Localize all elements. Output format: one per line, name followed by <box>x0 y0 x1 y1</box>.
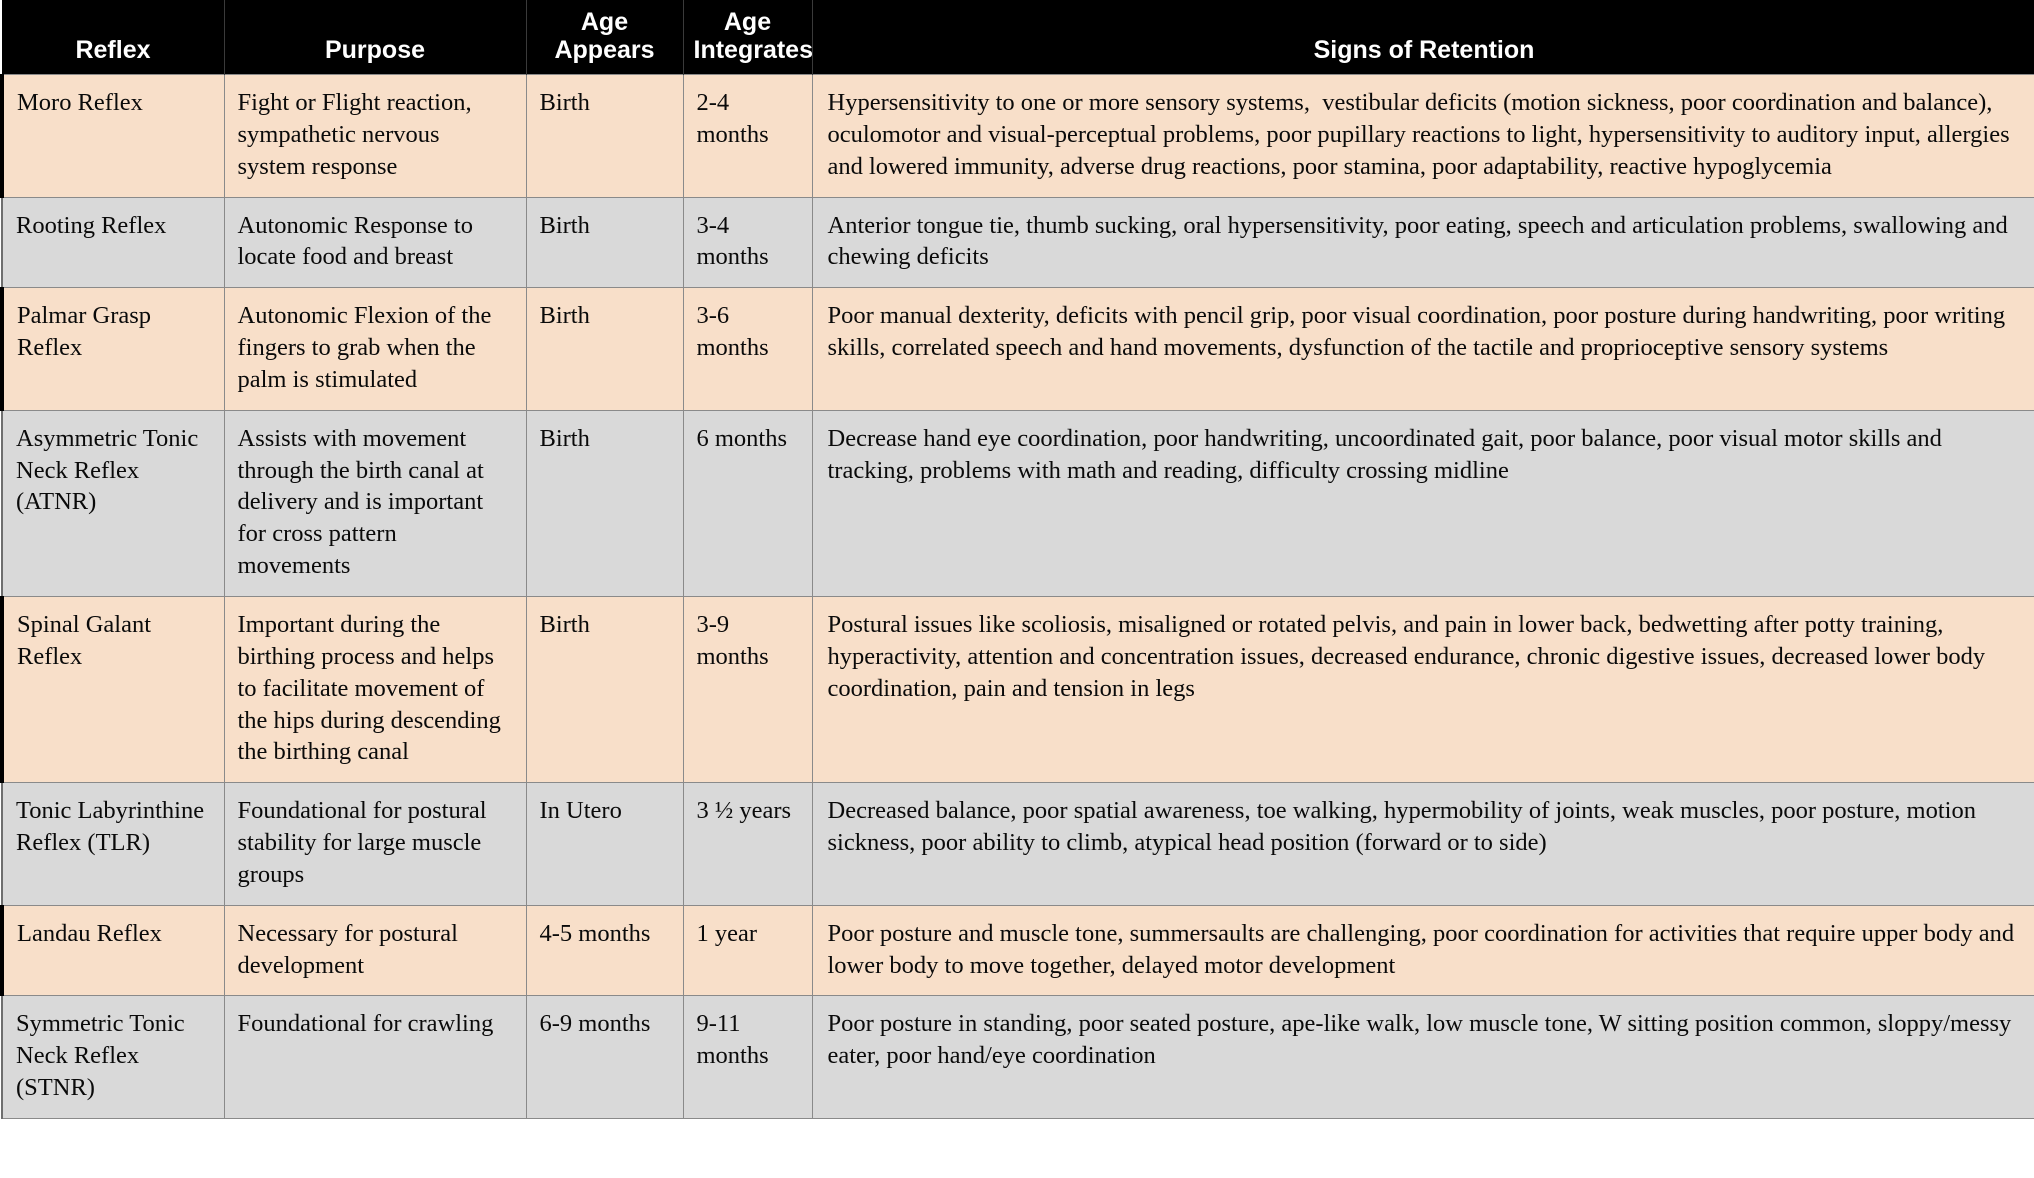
cell-reflex: Palmar Grasp Reflex <box>2 288 224 411</box>
column-header-age-integrates: Age Integrates <box>683 0 812 75</box>
cell-signs-of-retention: Poor manual dexterity, deficits with pencil grip, poor visual coordination, poor posture during handwriting, poor writing skills, correlated speech and hand movements, dysfunction of the tactile and proprioceptive sensory systems <box>812 288 2034 411</box>
cell-purpose: Foundational for crawling <box>224 996 526 1119</box>
cell-purpose: Fight or Flight reaction, sympathetic nervous system response <box>224 75 526 198</box>
table-row <box>2 783 2034 906</box>
cell-reflex: Asymmetric Tonic Neck Reflex (ATNR) <box>2 410 224 596</box>
table-row <box>2 996 2034 1119</box>
table-row <box>2 197 2034 288</box>
cell-age-appears: In Utero <box>526 783 683 906</box>
table-row <box>2 288 2034 411</box>
cell-reflex: Moro Reflex <box>2 75 224 198</box>
cell-signs-of-retention: Decrease hand eye coordination, poor handwriting, uncoordinated gait, poor balance, poor visual motor skills and tracking, problems with math and reading, difficulty crossing midline <box>812 410 2034 596</box>
cell-age-appears: Birth <box>526 75 683 198</box>
cell-age-appears: Birth <box>526 596 683 782</box>
cell-signs-of-retention: Poor posture and muscle tone, summersaults are challenging, poor coordination for activities that require upper body and lower body to move together, delayed motor development <box>812 905 2034 996</box>
cell-signs-of-retention: Hypersensitivity to one or more sensory systems, vestibular deficits (motion sickness, poor coordination and balance), oculomotor and visual-perceptual problems, poor pupillary reactions to light, hypersensitivity to auditory input, allergies and lowered immunity, adverse drug reactions, poor stamina, poor adaptability, reactive hypoglycemia <box>812 75 2034 198</box>
cell-purpose: Autonomic Response to locate food and breast <box>224 197 526 288</box>
cell-age-appears: 6-9 months <box>526 996 683 1119</box>
cell-age-integrates: 3 ½ years <box>683 783 812 906</box>
cell-age-integrates: 6 months <box>683 410 812 596</box>
cell-purpose: Necessary for postural development <box>224 905 526 996</box>
cell-signs-of-retention: Poor posture in standing, poor seated posture, ape-like walk, low muscle tone, W sitting position common, sloppy/messy eater, poor hand/eye coordination <box>812 996 2034 1119</box>
cell-age-appears: Birth <box>526 197 683 288</box>
column-header-age-appears: Age Appears <box>526 0 683 75</box>
cell-purpose: Autonomic Flexion of the fingers to grab when the palm is stimulated <box>224 288 526 411</box>
header-row <box>2 0 2034 75</box>
cell-reflex: Spinal Galant Reflex <box>2 596 224 782</box>
table-row <box>2 596 2034 782</box>
cell-age-integrates: 3-6 months <box>683 288 812 411</box>
cell-signs-of-retention: Postural issues like scoliosis, misaligned or rotated pelvis, and pain in lower back, bedwetting after potty training, hyperactivity, attention and concentration issues, decreased endurance, chronic digestive issues, decreased lower body coordination, pain and tension in legs <box>812 596 2034 782</box>
cell-reflex: Symmetric Tonic Neck Reflex (STNR) <box>2 996 224 1119</box>
column-header-signs-of-retention: Signs of Retention <box>812 0 2034 75</box>
cell-age-integrates: 2-4 months <box>683 75 812 198</box>
cell-reflex: Tonic Labyrinthine Reflex (TLR) <box>2 783 224 906</box>
table-header <box>2 0 2034 75</box>
cell-age-integrates: 3-9 months <box>683 596 812 782</box>
cell-reflex: Landau Reflex <box>2 905 224 996</box>
column-header-purpose: Purpose <box>224 0 526 75</box>
cell-signs-of-retention: Anterior tongue tie, thumb sucking, oral hypersensitivity, poor eating, speech and articulation problems, swallowing and chewing deficits <box>812 197 2034 288</box>
cell-purpose: Important during the birthing process and helps to facilitate movement of the hips during descending the birthing canal <box>224 596 526 782</box>
table-row <box>2 75 2034 198</box>
cell-signs-of-retention: Decreased balance, poor spatial awareness, toe walking, hypermobility of joints, weak muscles, poor posture, motion sickness, poor ability to climb, atypical head position (forward or to side) <box>812 783 2034 906</box>
cell-purpose: Assists with movement through the birth canal at delivery and is important for cross pattern movements <box>224 410 526 596</box>
cell-age-integrates: 1 year <box>683 905 812 996</box>
cell-reflex: Rooting Reflex <box>2 197 224 288</box>
table-body <box>2 75 2034 1119</box>
table-row <box>2 410 2034 596</box>
cell-purpose: Foundational for postural stability for large muscle groups <box>224 783 526 906</box>
cell-age-integrates: 9-11 months <box>683 996 812 1119</box>
table-row <box>2 905 2034 996</box>
cell-age-integrates: 3-4 months <box>683 197 812 288</box>
column-header-reflex: Reflex <box>2 0 224 75</box>
cell-age-appears: Birth <box>526 288 683 411</box>
cell-age-appears: Birth <box>526 410 683 596</box>
cell-age-appears: 4-5 months <box>526 905 683 996</box>
